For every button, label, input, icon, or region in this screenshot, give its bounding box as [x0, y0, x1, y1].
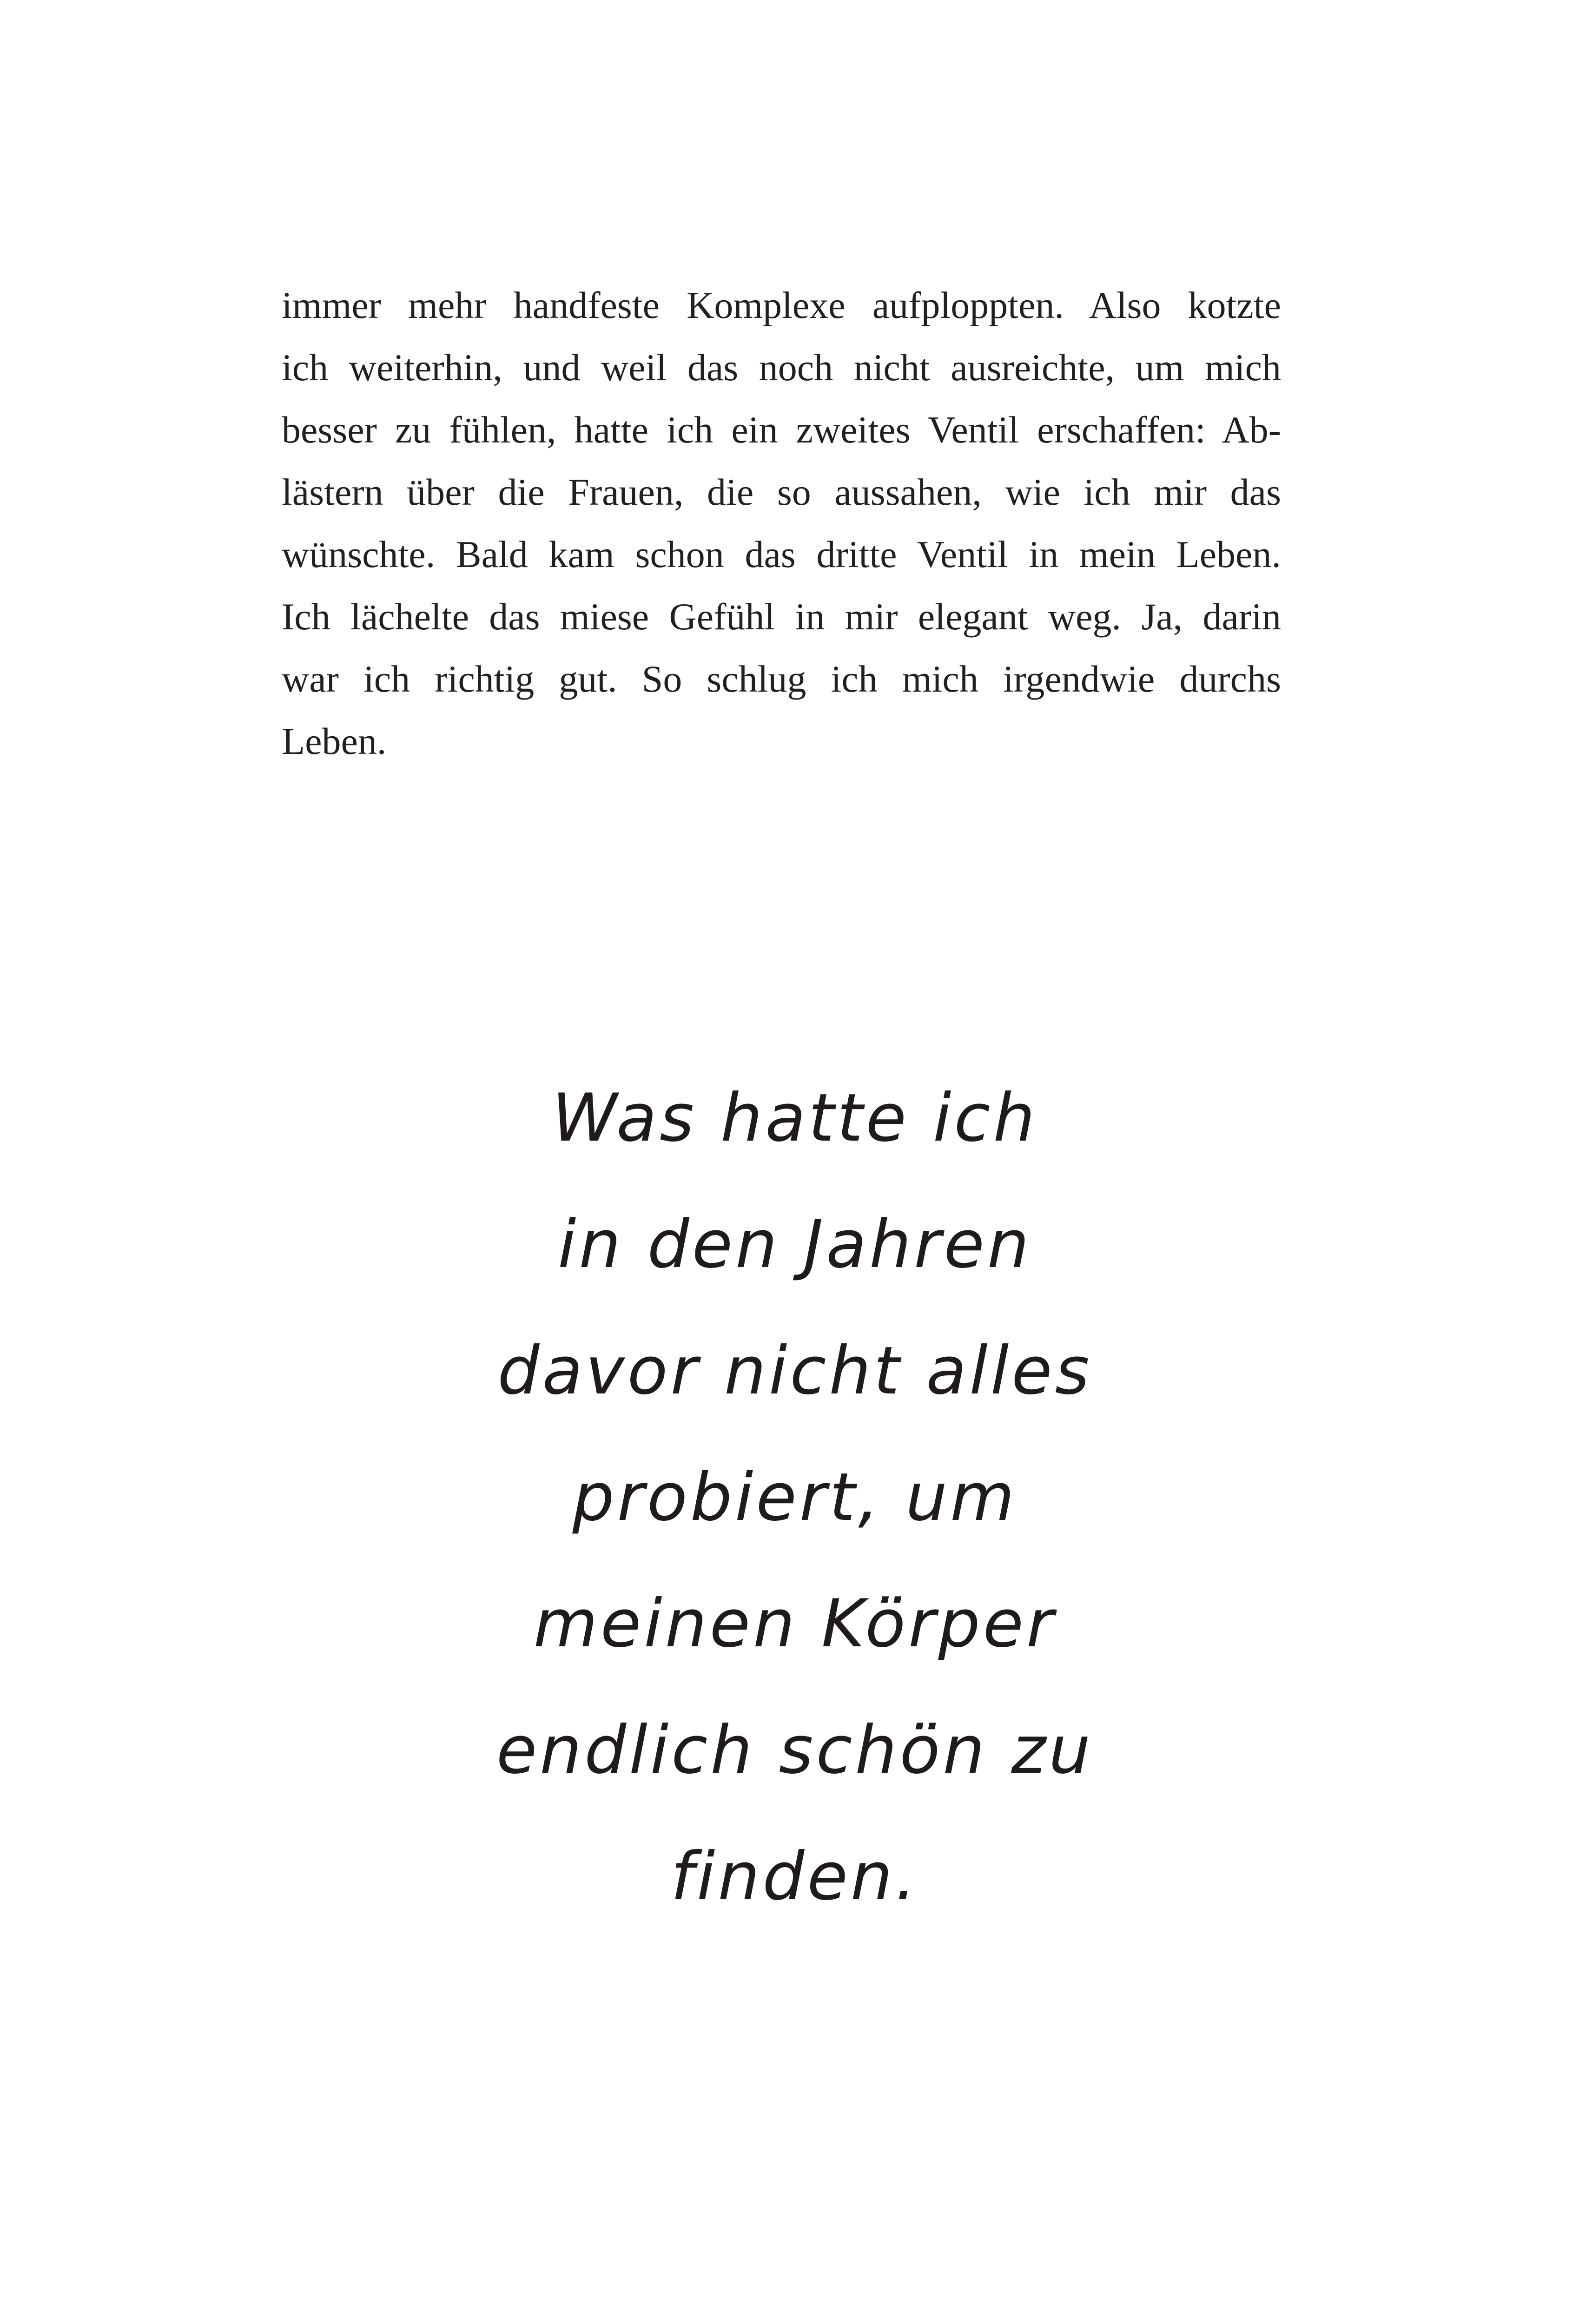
body-line: war ich richtig gut. So schlug ich mich irgendwie durchs: [282, 658, 1281, 700]
body-line: wünschte. Bald kam schon das dritte Ventil in mein Leben.: [282, 533, 1281, 575]
body-paragraph: [282, 274, 1281, 772]
pull-quote-line: finden.: [670, 1838, 919, 1915]
body-line: immer mehr handfeste Komplexe aufploppten. Also kotzte: [282, 284, 1281, 326]
pull-quote-line: endlich schön zu: [496, 1712, 1094, 1789]
pull-quote-line: probiert, um: [572, 1459, 1017, 1536]
pull-quote: [325, 1055, 1264, 1940]
pull-quote-line: in den Jahren: [558, 1206, 1032, 1283]
body-line: Ich lächelte das miese Gefühl in mir elegant weg. Ja, darin: [282, 595, 1281, 638]
pull-quote-line: meinen Körper: [533, 1585, 1057, 1662]
body-line: lästern über die Frauen, die so aussahen, wie ich mir das: [282, 471, 1281, 513]
body-line: Leben.: [282, 720, 387, 762]
pull-quote-line: davor nicht alles: [497, 1333, 1092, 1409]
body-line: ich weiterhin, und weil das noch nicht ausreichte, um mich: [282, 346, 1281, 389]
body-line: besser zu fühlen, hatte ich ein zweites Ventil erschaffen: Ab-: [282, 409, 1281, 451]
pull-quote-line: Was hatte ich: [552, 1080, 1038, 1156]
